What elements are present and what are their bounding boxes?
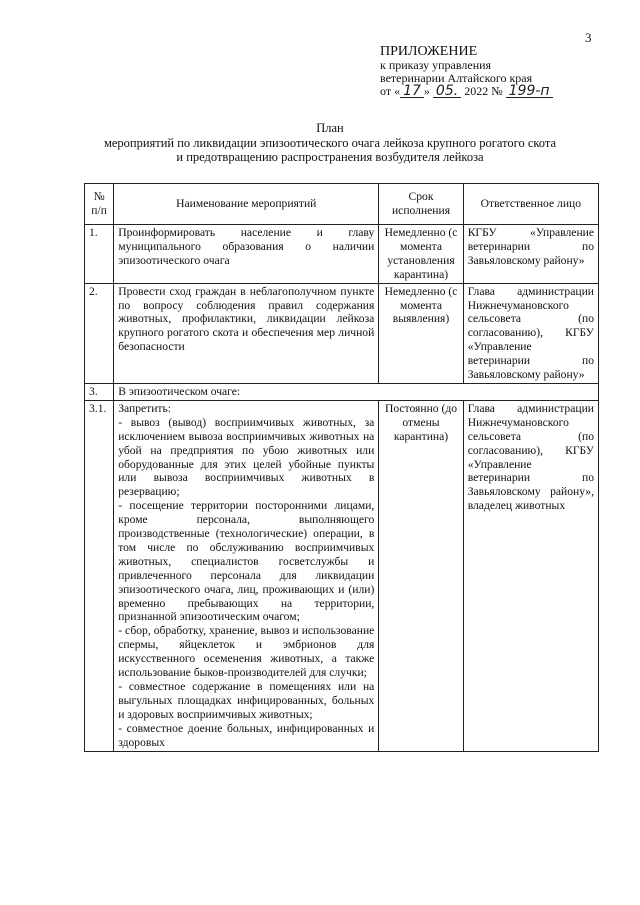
row-responsible: Глава администрации Нижнечумановского сельсовета (по согласованию), КГБУ «Управление ветеринарии по Завьяловскому району»: [463, 283, 598, 383]
measure-line: Запретить:: [118, 401, 171, 415]
plan-table: [84, 183, 599, 752]
date-prefix: от «: [380, 84, 401, 98]
header-term: Срок исполнения: [379, 184, 463, 225]
row-responsible: КГБУ «Управление ветеринарии по Завьяловскому району»: [463, 225, 598, 284]
row-number: 3.1.: [85, 400, 114, 751]
date-mid: »: [423, 84, 430, 98]
row-measure: Проинформировать население и главу муниципального образования о наличии эпизоотического очага: [114, 225, 379, 284]
row-term: Немедленно (с момента установления карантина): [379, 225, 463, 284]
appendix-date-line: [380, 85, 553, 98]
appendix-block: [380, 45, 553, 98]
row-section-heading: В эпизоотическом очаге:: [114, 383, 599, 400]
row-responsible: Глава администрации Нижнечумановского сельсовета (по согласованию), КГБУ «Управление ветеринарии по Завьяловскому району», владелец животных: [463, 400, 598, 751]
handwritten-day: 17: [400, 85, 424, 98]
header-responsible: Ответственное лицо: [463, 184, 598, 225]
row-number: 3.: [85, 383, 114, 400]
measure-line: - посещение территории посторонними лицами, кроме персонала, выполняющего производственные (технологические) операции, в том числе по обслуживанию восприимчивых животных, специалистов госветслужбы и привлеченного персонала для ликвидации эпизоотического очага, лиц, проживающих и (или) временно пребывающих на территории, признанной эпизоотическим очагом;: [118, 499, 375, 624]
row-number: 1.: [85, 225, 114, 284]
appendix-line-2: ветеринарии Алтайского края: [380, 71, 533, 85]
appendix-line-1: к приказу управления: [380, 58, 492, 72]
handwritten-month: 05.: [433, 85, 461, 98]
header-num: № п/п: [85, 184, 114, 225]
row-term: Постоянно (до отмены карантина): [379, 400, 463, 751]
row-measure: Провести сход граждан в неблагополучном пункте по вопросу соблюдения правил содержания животных, профилактики, ликвидации лейкоза крупного рогатого скота и обеспечения мер личной безопасности: [114, 283, 379, 383]
table-row: [85, 383, 599, 400]
document-title: [20, 121, 640, 165]
title-line-2: мероприятий по ликвидации эпизоотического очага лейкоза крупного рогатого скота: [103, 135, 557, 150]
measure-line: - совместное содержание в помещениях или на выгульных площадках инфицированных, больных и здоровых восприимчивых животных;: [118, 680, 375, 721]
row-term: Немедленно (с момента выявления): [379, 283, 463, 383]
appendix-title: ПРИЛОЖЕНИЕ: [380, 44, 478, 59]
title-line-1: План: [316, 121, 344, 135]
table-row: [85, 283, 599, 383]
handwritten-order-number: 199-п: [506, 85, 553, 98]
table-row: [85, 400, 599, 751]
header-measure: Наименование мероприятий: [114, 184, 379, 225]
table-header-row: [85, 184, 599, 225]
measure-line: - вывоз (вывод) восприимчивых животных, за исключением вывоза восприимчивых животных на убой на предприятия по убою животных или оборудованные для этих целей убойные пункты или вывоза восприимчивых животных в резервацию;: [118, 415, 375, 499]
table-row: [85, 225, 599, 284]
year-text: 2022 №: [464, 84, 503, 98]
row-number: 2.: [85, 283, 114, 383]
page-number: 3: [585, 30, 592, 45]
measure-line: - совместное доение больных, инфицированных и здоровых: [118, 721, 375, 749]
row-measure: [114, 400, 379, 751]
title-line-3: и предотвращению распространения возбудителя лейкоза: [176, 150, 484, 164]
measure-line: - сбор, обработку, хранение, вывоз и использование спермы, яйцеклеток и эмбрионов для искусственного осеменения животных, а также использование быков-производителей для случки;: [118, 624, 375, 680]
